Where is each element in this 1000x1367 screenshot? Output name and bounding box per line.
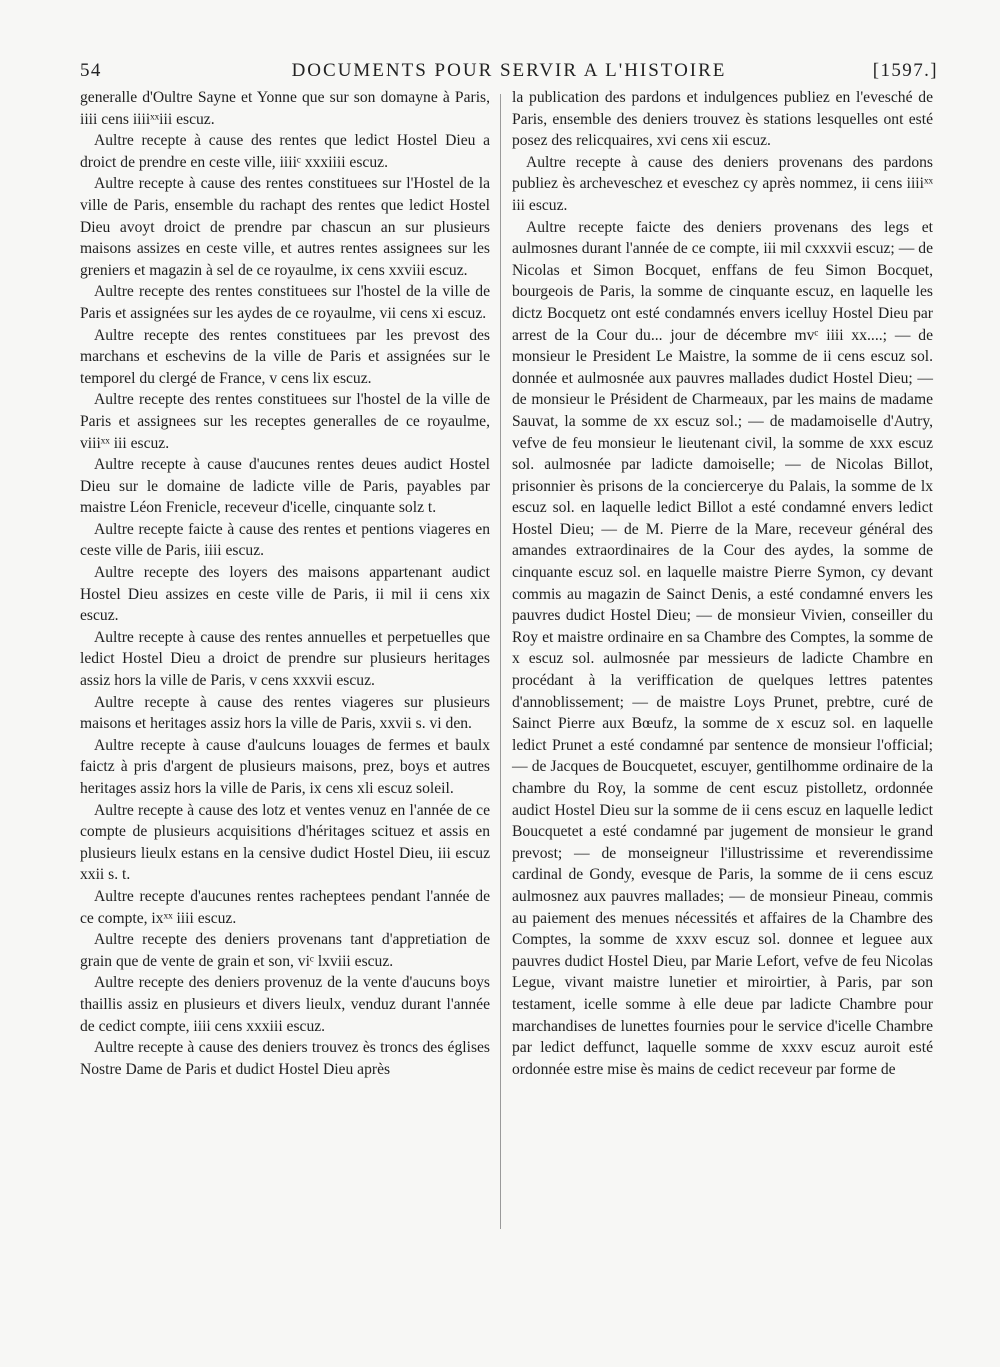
year-label: [1597.] (872, 60, 938, 81)
paragraph: la publication des pardons et indulgences publiez en l'evesché de Paris, ensemble des deniers trouvez ès stations lesquelles ont esté posez des relicquaires, xvi cens xii escuz. (512, 89, 933, 150)
paragraph: Aultre recepte des deniers provenuz de la vente d'aucuns boys thaillis assiz en plusieurs et divers lieulx, venduz durant l'année de cedict compte, iiii cens xxxiii escuz. (80, 974, 490, 1035)
paragraph: Aultre recepte des rentes constituees sur l'hostel de la ville de Paris et assignees sur les receptes generalles de ce royaulme, viiiˣˣ iii escuz. (80, 391, 490, 452)
paragraph: Aultre recepte faicte à cause des rentes et pentions viageres en ceste ville de Paris, iiii escuz. (80, 520, 490, 560)
paragraph: Aultre recepte à cause des deniers provenans des pardons publiez ès archeveschez et eveschez cy après nommez, ii cens iiiiˣˣ iii escuz. (512, 153, 933, 214)
running-header (80, 60, 938, 86)
paragraph: Aultre recepte des rentes constituees par les prevost des marchans et eschevins de la ville de Paris et assignées sur le temporel du clergé de France, v cens lix escuz. (80, 326, 490, 387)
paragraph: Aultre recepte d'aucunes rentes racheptees pendant l'année de ce compte, ixˣˣ iiii escuz. (80, 887, 490, 927)
left-column (80, 87, 490, 1080)
paragraph: Aultre recepte à cause des rentes constituees sur l'Hostel de la ville de Paris, ensemble du rachapt des rentes que ledict Hostel Dieu avoyt droict de prendre par chascun an sur plusieurs maisons assizes en ceste ville, et autres rentes assignees sur les greniers et magazin à sel de ce royaulme, ix cens xxviii escuz. (80, 175, 490, 279)
paragraph: Aultre recepte à cause des deniers trouvez ès troncs des églises Nostre Dame de Paris et dudict Hostel Dieu après (80, 1039, 490, 1078)
paragraph: Aultre recepte des loyers des maisons appartenant audict Hostel Dieu assizes en ceste ville de Paris, ii mil ii cens xix escuz. (80, 564, 490, 625)
paragraph: Aultre recepte des deniers provenans tant d'appretiation de grain que de vente de grain et son, viᶜ lxviii escuz. (80, 931, 490, 970)
paragraph: Aultre recepte à cause des rentes annuelles et perpetuelles que ledict Hostel Dieu a droict de prendre sur plusieurs heritages assiz hors la ville de Paris, v cens xxxvii escuz. (80, 628, 490, 690)
paragraph: Aultre recepte à cause d'aucunes rentes deues audict Hostel Dieu sur le domaine de ladicte ville de Paris, payables par maistre Léon Frenicle, receveur d'icelle, cinquante solz t. (80, 456, 490, 517)
paragraph: Aultre recepte des rentes constituees sur l'hostel de la ville de Paris et assignées sur les aydes de ce royaulme, vii cens xi escuz. (80, 283, 490, 322)
column-divider (500, 94, 501, 1229)
right-column (512, 87, 933, 1080)
paragraph: Aultre recepte faicte des deniers provenans des legs et aulmosnes durant l'année de ce compte, iii mil cxxxvii escuz; — de Nicolas et Simon Bocquet, enffans de feu Simon Bocquet, bourgeois de Paris, la somme de cinquante escuz, en laquelle les dictz Bocquetz ont esté condamnés envers icelluy Hostel Dieu par arrest de la Cour du... jour de décembre mvᶜ iiii xx....; — de monsieur le President Le Maistre, la somme de ii cens escuz sol. donnée et aulmosnée aux pauvres mallades dudict Hostel Dieu; — de monsieur le Président de Charmeaux, par les mains de madame Sauvat, la somme de xx escuz sol.; — de madamoiselle d'Autry, vefve de feu monsieur le lieutenant civil, la somme de xxx escuz sol. aulmosnée par ladicte damoiselle; — de Nicolas Billot, prisonnier ès prisons de la conciercerye du Palais, la somme de lx escuz sol. en laquelle ledict Billot a esté condamné envers ledict Hostel Dieu; — de M. Pierre de la Mare, receveur général des amandes extraordinaires de la Cour des aydes, la somme de cinquante escuz sol. en laquelle maistre Pierre Symon, cy devant commis au magazin de Sainct Denis, a esté condamné envers les pauvres dudict Hostel Dieu; — de monsieur Vivien, conseiller du Roy et maistre ordinaire en sa Chambre des Comptes, la somme de x escuz sol. aulmosnée par messieurs de ladicte Chambre en procédant à la veriffication de quelques lettres patentes d'annoblissement; — de maistre Loys Prunet, prebtre, curé de Sainct Pierre aux Bœufz, la somme de x escuz sol. en laquelle ledict Prunet a esté condamné par sentence de monsieur l'official; — de Jacques de Boucquetet, escuyer, gentilhomme ordinaire de la chambre du Roy, la somme de cent escuz pistolletz, ordonnée audict Hostel Dieu sur la somme de ii cens escuz en laquelle ledict Boucquetet a esté condamné par jugement de monsieur le grand prevost; — de monseigneur l'illustrissime et reverendissime cardinal de Gondy, evesque de Paris, la somme de ii cens escuz aulmosnez aux pauvres mallades; — de monsieur Pineau, commis au paiement des menues nécessités et affaires de la Chambre des Comptes, la somme de xxxv escuz sol. donnee et leguee aux pauvres dudict Hostel Dieu, par Marie Lefort, vefve de feu Nicolas Legue, vivant maistre lunetier et miroirtier, à Paris, par son testament, icelle somme à elle deue par ladicte Chambre pour marchandises de lunettes fournies pour le service d'icelle Chambre par ledict deffunct, laquelle somme de xxxv escuz auroit esté ordonnée estre mise ès mains de cedict receveur par forme de (512, 218, 933, 1078)
page-number: 54 (80, 60, 102, 81)
paragraph: generalle d'Oultre Sayne et Yonne que sur son domayne à Paris, iiii cens iiiiˣˣiii escuz. (80, 89, 490, 128)
paragraph: Aultre recepte à cause d'aulcuns louages de fermes et baulx faictz à pris d'argent de plusieurs maisons, prez, boys et autres heritages assiz hors la ville de Paris, ix cens xli escuz soleil. (80, 736, 490, 797)
paragraph: Aultre recepte à cause des rentes que ledict Hostel Dieu a droict de prendre en ceste ville, iiiiᶜ xxxiiii escuz. (80, 132, 490, 171)
paragraph: Aultre recepte à cause des rentes viageres sur plusieurs maisons et heritages assiz hors la ville de Paris, xxvii s. vi den. (80, 693, 490, 733)
running-title: DOCUMENTS POUR SERVIR A L'HISTOIRE (291, 60, 727, 81)
paragraph: Aultre recepte à cause des lotz et ventes venuz en l'année de ce compte de plusieurs acquisitions d'héritages scituez et assis en plusieurs lieulx estans en la censive dudict Hostel Dieu, iii escuz xxii s. t. (80, 801, 490, 884)
